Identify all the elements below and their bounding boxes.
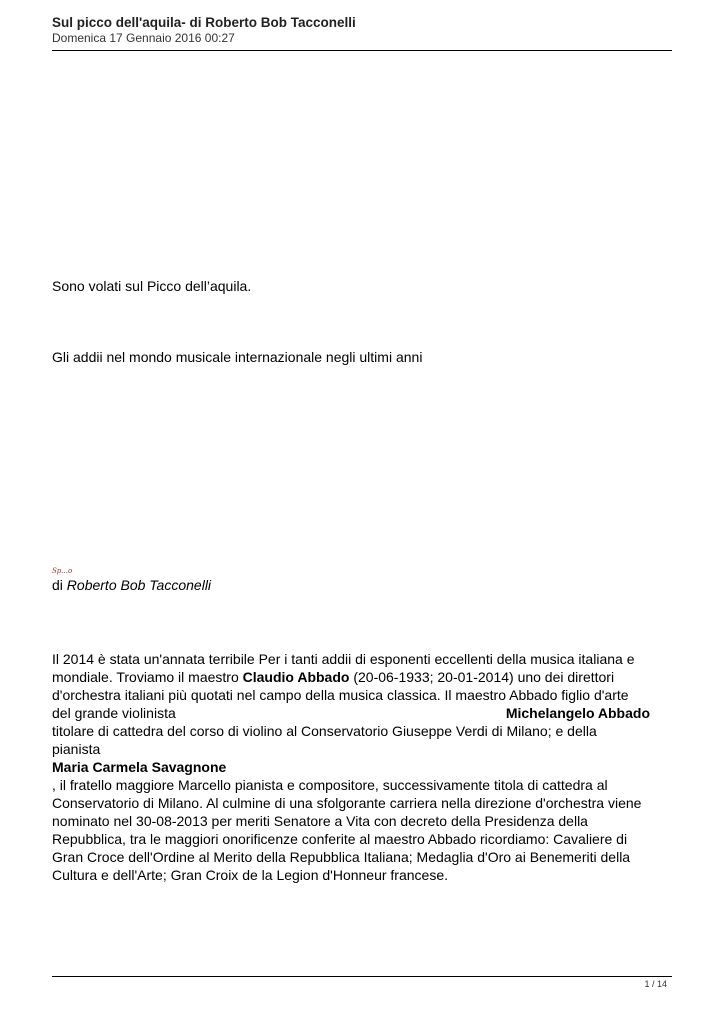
name-claudio-abbado: Claudio Abbado	[242, 669, 350, 685]
body-line: Gran Croce dell'Ordine al Merito della Repubblica Italiana; Medaglia d'Oro ai Benemeriti della	[52, 849, 631, 865]
page-number: 1 / 14	[644, 979, 667, 989]
document-date: Domenica 17 Gennaio 2016 00:27	[52, 31, 235, 45]
body-line: pianista	[52, 741, 101, 757]
body-line: nominato nel 30-08-2013 per meriti Senatore a Vita con decreto della Presidenza della	[52, 813, 588, 829]
body-line: Cultura e dell'Arte; Gran Croix de la Legion d'Honneur francese.	[52, 867, 449, 883]
byline	[52, 576, 211, 594]
body-line: Il 2014 è stata un'annata terribile Per i tanti addii di esponenti eccellenti della musica italiana e	[52, 651, 635, 667]
body-line: d'orchestra italiani più quotati nel campo della musica classica. Il maestro Abbado figlio d'arte	[52, 687, 629, 703]
body-line: Conservatorio di Milano. Al culmine di una sfolgorante carriera nella direzione d'orchestra viene	[52, 795, 642, 811]
body-line: Repubblica, tra le maggiori onorificenze conferite al maestro Abbado ricordiamo: Cavaliere di	[52, 831, 628, 847]
name-maria-carmela-savagnone: Maria Carmela Savagnone	[52, 759, 227, 775]
body-line	[52, 758, 672, 776]
intro-line-1: Sono volati sul Picco dell’aquila.	[52, 278, 252, 294]
article-body	[52, 650, 672, 884]
intro-line-2: Gli addii nel mondo musicale internazionale negli ultimi anni	[52, 349, 423, 365]
document-title: Sul picco dell'aquila- di Roberto Bob Tacconelli	[52, 15, 356, 30]
body-line	[52, 704, 672, 722]
body-text: (20-06-1933; 20-01-2014) uno dei direttori	[349, 669, 615, 685]
name-michelangelo-abbado: Michelangelo Abbado	[505, 705, 650, 721]
byline-author: Roberto Bob Tacconelli	[66, 577, 212, 593]
body-line: , il fratello maggiore Marcello pianista e compositore, successivamente titola di cattedra al	[52, 777, 608, 793]
footer-divider	[52, 976, 672, 977]
logo-image: Sp...o	[52, 567, 73, 575]
byline-prefix: di	[52, 577, 63, 593]
body-text: mondiale. Troviamo il maestro	[52, 669, 243, 685]
body-text: del grande violinista	[52, 705, 176, 721]
header-divider	[52, 50, 672, 51]
page-header	[52, 14, 672, 46]
body-line	[52, 668, 672, 686]
body-line: titolare di cattedra del corso di violino al Conservatorio Giuseppe Verdi di Milano; e della	[52, 723, 597, 739]
